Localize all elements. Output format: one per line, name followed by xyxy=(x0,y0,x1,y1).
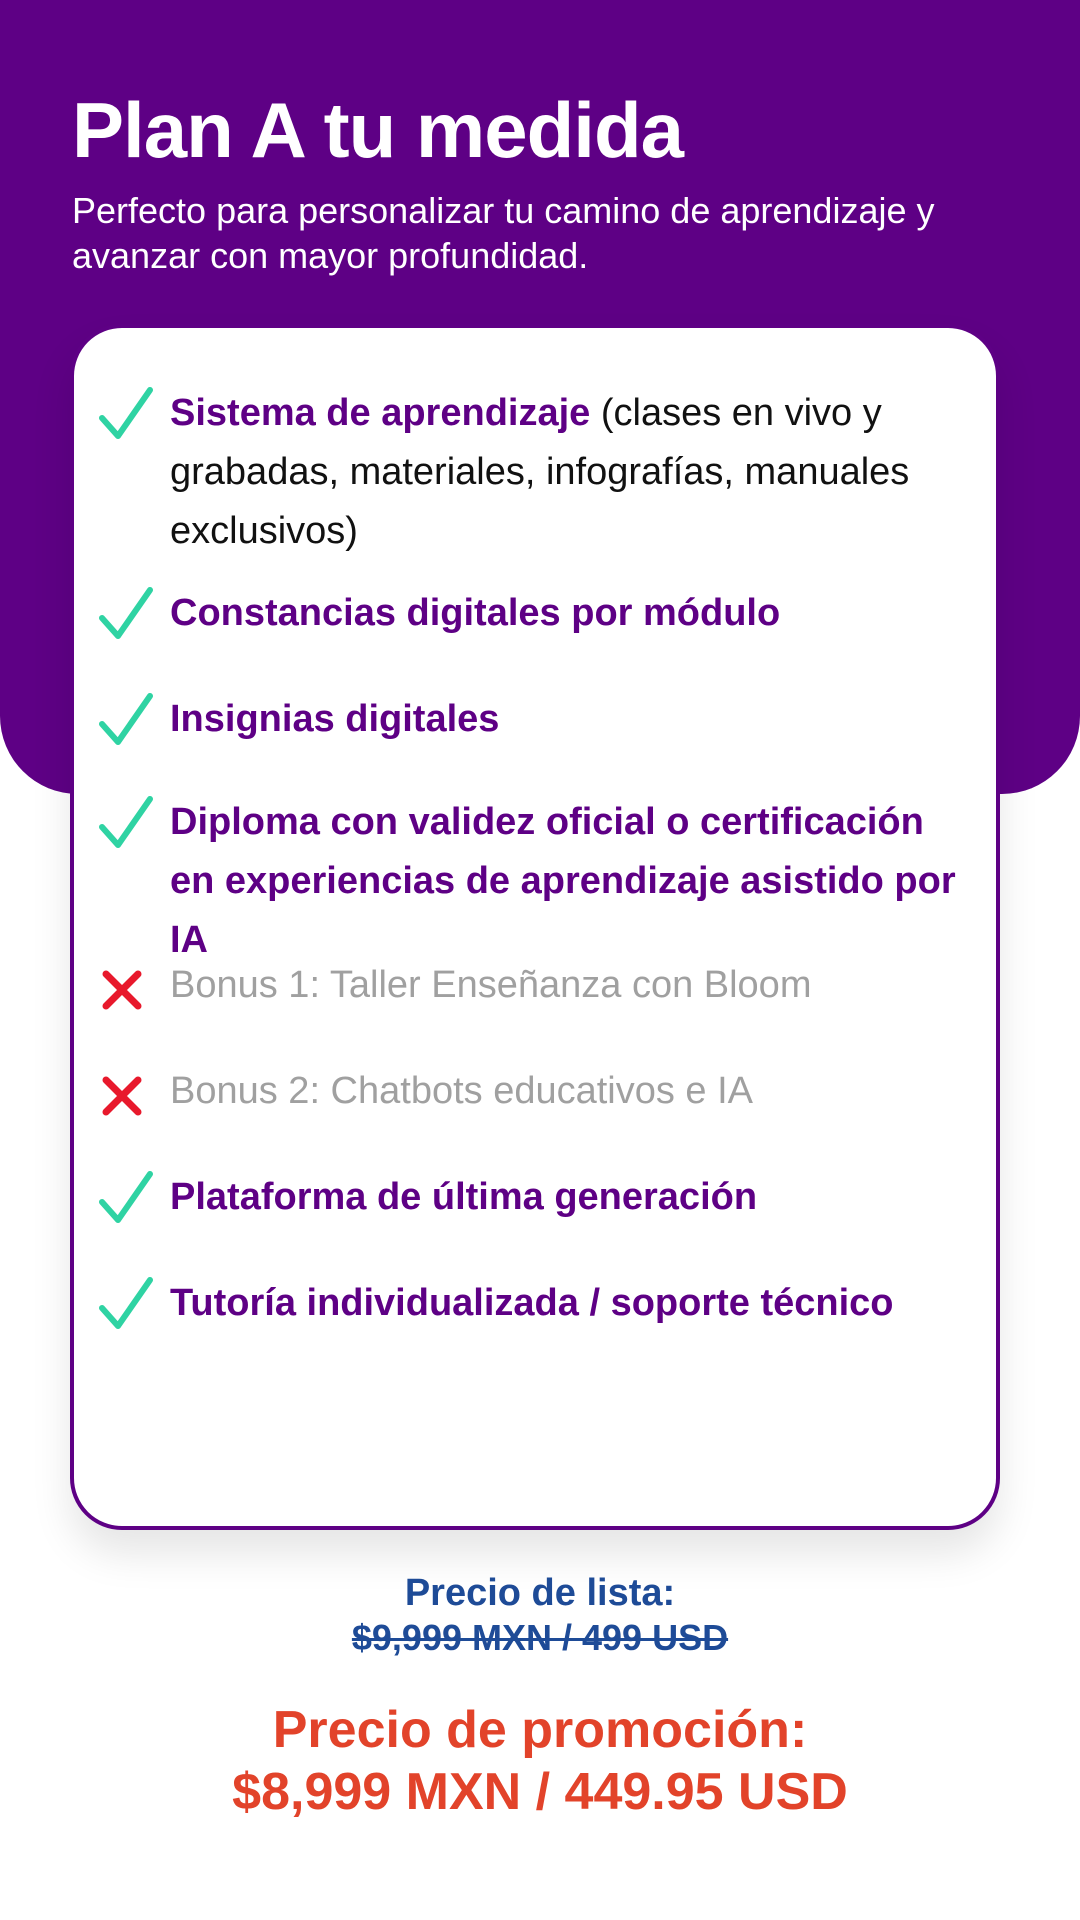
feature-item-platform xyxy=(98,1168,968,1228)
feature-text: Tutoría individualizada / soporte técnico xyxy=(170,1282,894,1324)
feature-text: Bonus 1: Taller Enseñanza con Bloom xyxy=(170,964,812,1006)
feature-item-diploma xyxy=(98,793,968,970)
feature-text: Constancias digitales por módulo xyxy=(170,592,781,634)
check-icon xyxy=(98,1274,170,1334)
feature-item-badges xyxy=(98,690,968,750)
feature-item-tutoring xyxy=(98,1274,968,1334)
cross-icon xyxy=(98,956,170,1016)
plan-title: Plan A tu medida xyxy=(72,86,683,174)
check-icon xyxy=(98,1168,170,1228)
check-icon xyxy=(98,690,170,750)
check-icon xyxy=(98,793,170,853)
check-icon xyxy=(98,384,170,444)
plan-subtitle: Perfecto para personalizar tu camino de aprendizaje y avanzar con mayor profundidad. xyxy=(72,190,935,276)
feature-text: Plataforma de última generación xyxy=(170,1176,758,1218)
list-price-label: Precio de lista: xyxy=(404,1572,676,1614)
features-card xyxy=(70,324,1000,1530)
feature-text: Insignias digitales xyxy=(170,698,500,740)
feature-item-certificates xyxy=(98,584,968,644)
cross-icon xyxy=(98,1062,170,1122)
promo-price-value: $8,999 MXN / 449.95 USD xyxy=(232,1763,848,1821)
feature-item-learning-system xyxy=(98,384,968,561)
check-icon xyxy=(98,584,170,644)
promo-price-label: Precio de promoción: xyxy=(272,1701,808,1759)
feature-text: Bonus 2: Chatbots educativos e IA xyxy=(170,1070,754,1112)
feature-item-bonus-2 xyxy=(98,1062,968,1122)
list-price-value: $9,999 MXN / 499 USD xyxy=(351,1617,729,1658)
feature-text: Sistema de aprendizaje (clases en vivo y grabadas, materiales, infografías, manuales exclusivos) xyxy=(170,392,910,552)
feature-item-bonus-1 xyxy=(98,956,968,1016)
feature-text: Diploma con validez oficial o certificación en experiencias de aprendizaje asistido por IA xyxy=(170,801,956,961)
